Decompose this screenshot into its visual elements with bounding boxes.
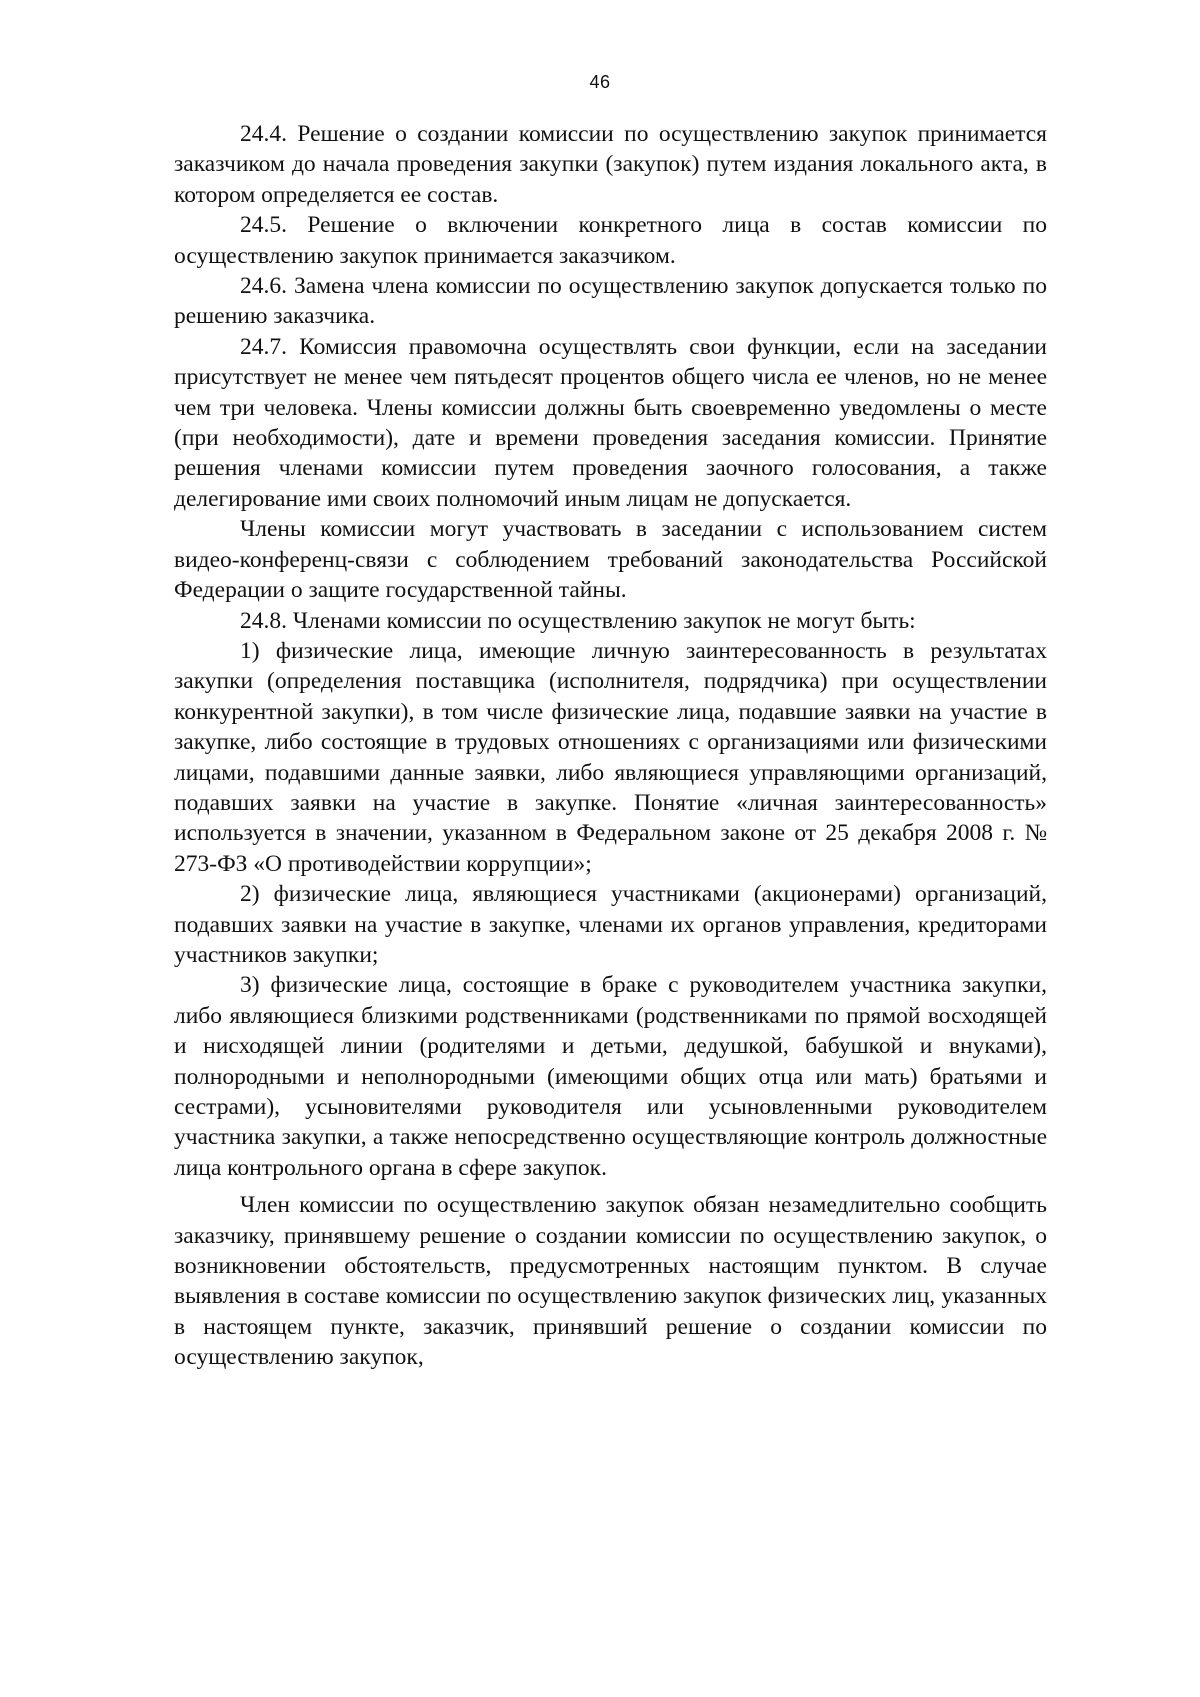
- paragraph-24-6: 24.6. Замена члена комиссии по осуществлению закупок допускается только по решению заказчика.: [174, 273, 1047, 330]
- paragraph-24-4: 24.4. Решение о создании комиссии по осуществлению закупок принимается заказчиком до начала проведения закупки (закупок) путем издания локального акта, в котором определяется ее состав.: [174, 121, 1047, 208]
- document-body: [174, 119, 1047, 1373]
- paragraph-member-obligation: Член комиссии по осуществлению закупок обязан незамедлительно сообщить заказчику, принявшему решение о создании комиссии по осуществлению закупок, о возникновении обстоятельств, предусмотренных настоящим пунктом. В случае выявления в составе комиссии по осуществлению закупок физических лиц, указанных в настоящем пункте, заказчик, принявший решение о создании комиссии по осуществлению закупок,: [174, 1192, 1047, 1371]
- list-item-1: 1) физические лица, имеющие личную заинтересованность в результатах закупки (определения поставщика (исполнителя, подрядчика) при осуществлении конкурентной закупки), в том числе физические лица, подавшие заявки на участие в закупке, либо состоящие в трудовых отношениях с организациями или физическими лицами, подавшими данные заявки, либо являющиеся управляющими организаций, подавших заявки на участие в закупке. Понятие «личная заинтересованность» используется в значении, указанном в Федеральном законе от 25 декабря 2008 г. № 273-ФЗ «О противодействии коррупции»;: [174, 637, 1047, 877]
- list-item-3: 3) физические лица, состоящие в браке с руководителем участника закупки, либо являющиеся близкими родственниками (родственниками по прямой восходящей и нисходящей линии (родителями и детьми, дедушкой, бабушкой и внуками), полнородными и неполнородными (имеющими общих отца или мать) братьями и сестрами), усыновителями руководителя или усыновленными руководителем участника закупки, а также непосредственно осуществляющие контроль должностные лица контрольного органа в сфере закупок.: [174, 972, 1047, 1181]
- paragraph-24-8: 24.8. Членами комиссии по осуществлению закупок не могут быть:: [240, 607, 916, 634]
- paragraph-24-7: 24.7. Комиссия правомочна осуществлять свои функции, если на заседании присутствует не менее чем пятьдесят процентов общего числа ее членов, но не менее чем три человека. Члены комиссии должны быть своевременно уведомлены о месте (при необходимости), дате и времени проведения заседания комиссии. Принятие решения членами комиссии путем проведения заочного голосования, а также делегирование ими своих полномочий иным лицам не допускается.: [174, 333, 1047, 512]
- list-item-2: 2) физические лица, являющиеся участниками (акционерами) организаций, подавших заявки на участие в закупке, членами их органов управления, кредиторами участников закупки;: [174, 881, 1047, 968]
- page-number: 46: [589, 72, 611, 92]
- paragraph-24-5: 24.5. Решение о включении конкретного лица в состав комиссии по осуществлению закупок принимается заказчиком.: [174, 212, 1047, 269]
- paragraph-video-conference: Члены комиссии могут участвовать в заседании с использованием систем видео-конференц-связи с соблюдением требований законодательства Российской Федерации о защите государственной тайны.: [174, 516, 1047, 604]
